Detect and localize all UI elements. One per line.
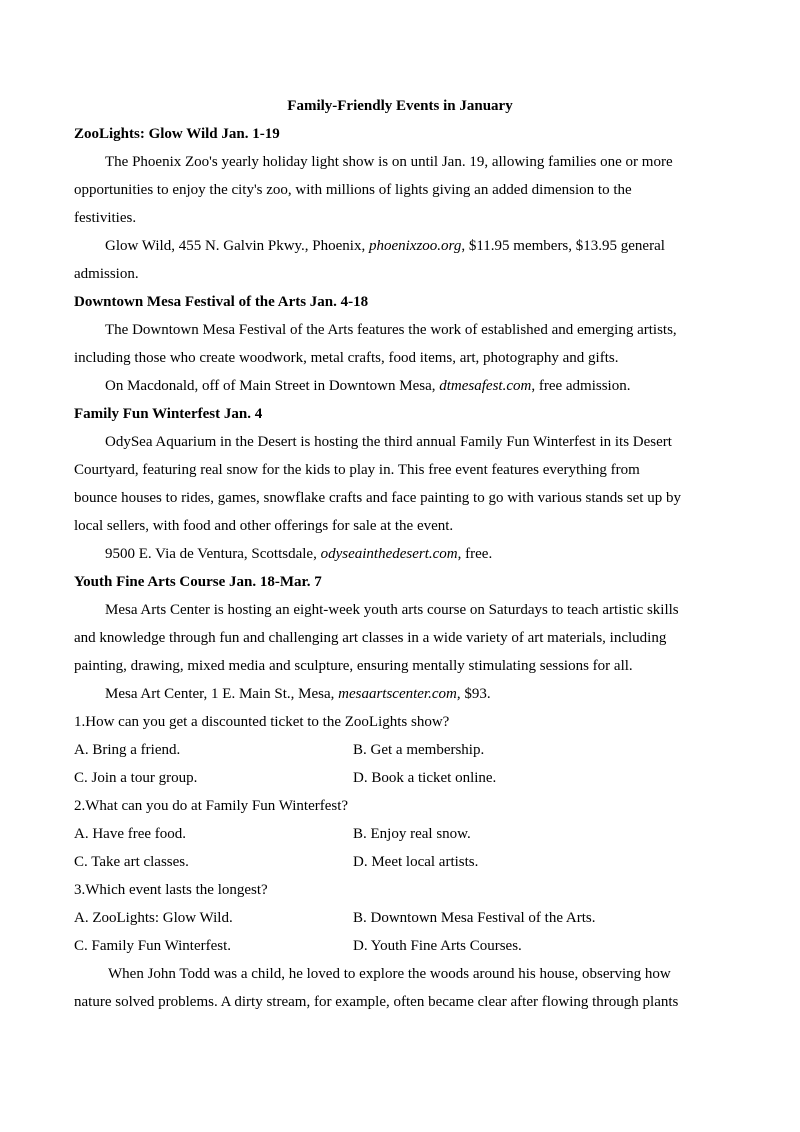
event-price: , $93. (456, 686, 491, 702)
event-heading: Family Fun Winterfest Jan. 4 (74, 406, 263, 422)
event-desc-line: festivities. (74, 210, 137, 226)
event-website: dtmesafest.com (439, 378, 532, 394)
event-info (105, 544, 492, 564)
event-desc-line: local sellers, with food and other offerings for sale at the event. (74, 518, 454, 534)
option-d: D. Youth Fine Arts Courses. (353, 938, 522, 954)
event-desc-line: opportunities to enjoy the city's zoo, with millions of lights giving an added dimension to the (74, 182, 632, 198)
event-desc-line: bounce houses to rides, games, snowflake crafts and face painting to go with various stands set up by (74, 490, 681, 506)
event-price: , free admission. (531, 378, 631, 394)
event-desc-line: including those who create woodwork, metal crafts, food items, art, photography and gifts. (74, 350, 619, 366)
event-heading: ZooLights: Glow Wild Jan. 1-19 (74, 126, 280, 142)
option-a: A. Bring a friend. (74, 742, 181, 758)
option-b: B. Downtown Mesa Festival of the Arts. (353, 910, 596, 926)
event-desc-line: Courtyard, featuring real snow for the kids to play in. This free event features everything from (74, 462, 640, 478)
event-desc-line: painting, drawing, mixed media and sculpture, ensuring mentally stimulating sessions for all. (74, 658, 633, 674)
event-heading: Youth Fine Arts Course Jan. 18-Mar. 7 (74, 574, 322, 590)
option-a: A. ZooLights: Glow Wild. (74, 910, 233, 926)
option-b: B. Enjoy real snow. (353, 826, 471, 842)
page-title: Family-Friendly Events in January (287, 98, 513, 114)
event-price: , $11.95 members, $13.95 general (461, 238, 665, 254)
event-address: Glow Wild, 455 N. Galvin Pkwy., Phoenix, (105, 238, 369, 254)
event-info-cont: admission. (74, 266, 139, 282)
question-stem: 1.How can you get a discounted ticket to the ZooLights show? (74, 714, 450, 730)
event-heading: Downtown Mesa Festival of the Arts Jan. 4-18 (74, 294, 369, 310)
option-d: D. Meet local artists. (353, 854, 479, 870)
option-c: C. Join a tour group. (74, 770, 198, 786)
event-info (105, 684, 491, 704)
passage-line: nature solved problems. A dirty stream, for example, often became clear after flowing through plants (74, 994, 679, 1010)
event-info (105, 376, 630, 396)
event-desc-line: The Phoenix Zoo's yearly holiday light show is on until Jan. 19, allowing families one or more (105, 154, 673, 170)
event-address: 9500 E. Via de Ventura, Scottsdale, (105, 546, 321, 562)
event-desc-line: OdySea Aquarium in the Desert is hosting the third annual Family Fun Winterfest in its Desert (105, 434, 672, 450)
option-d: D. Book a ticket online. (353, 770, 497, 786)
event-address: On Macdonald, off of Main Street in Downtown Mesa, (105, 378, 440, 394)
passage-line: When John Todd was a child, he loved to explore the woods around his house, observing how (108, 966, 671, 982)
event-info (105, 236, 665, 256)
question-stem: 2.What can you do at Family Fun Winterfest? (74, 798, 349, 814)
option-c: C. Family Fun Winterfest. (74, 938, 232, 954)
event-price: , free. (457, 546, 493, 562)
event-desc-line: and knowledge through fun and challenging art classes in a wide variety of art materials, including (74, 630, 667, 646)
event-desc-line: The Downtown Mesa Festival of the Arts features the work of established and emerging artists, (105, 322, 677, 338)
option-b: B. Get a membership. (353, 742, 485, 758)
event-address: Mesa Art Center, 1 E. Main St., Mesa, (105, 686, 339, 702)
question-stem: 3.Which event lasts the longest? (74, 882, 268, 898)
event-website: mesaartscenter.com (338, 686, 457, 702)
option-c: C. Take art classes. (74, 854, 189, 870)
event-desc-line: Mesa Arts Center is hosting an eight-week youth arts course on Saturdays to teach artistic skills (105, 602, 679, 618)
event-website: phoenixzoo.org (368, 238, 462, 254)
option-a: A. Have free food. (74, 826, 187, 842)
event-website: odyseainthedesert.com (320, 546, 458, 562)
